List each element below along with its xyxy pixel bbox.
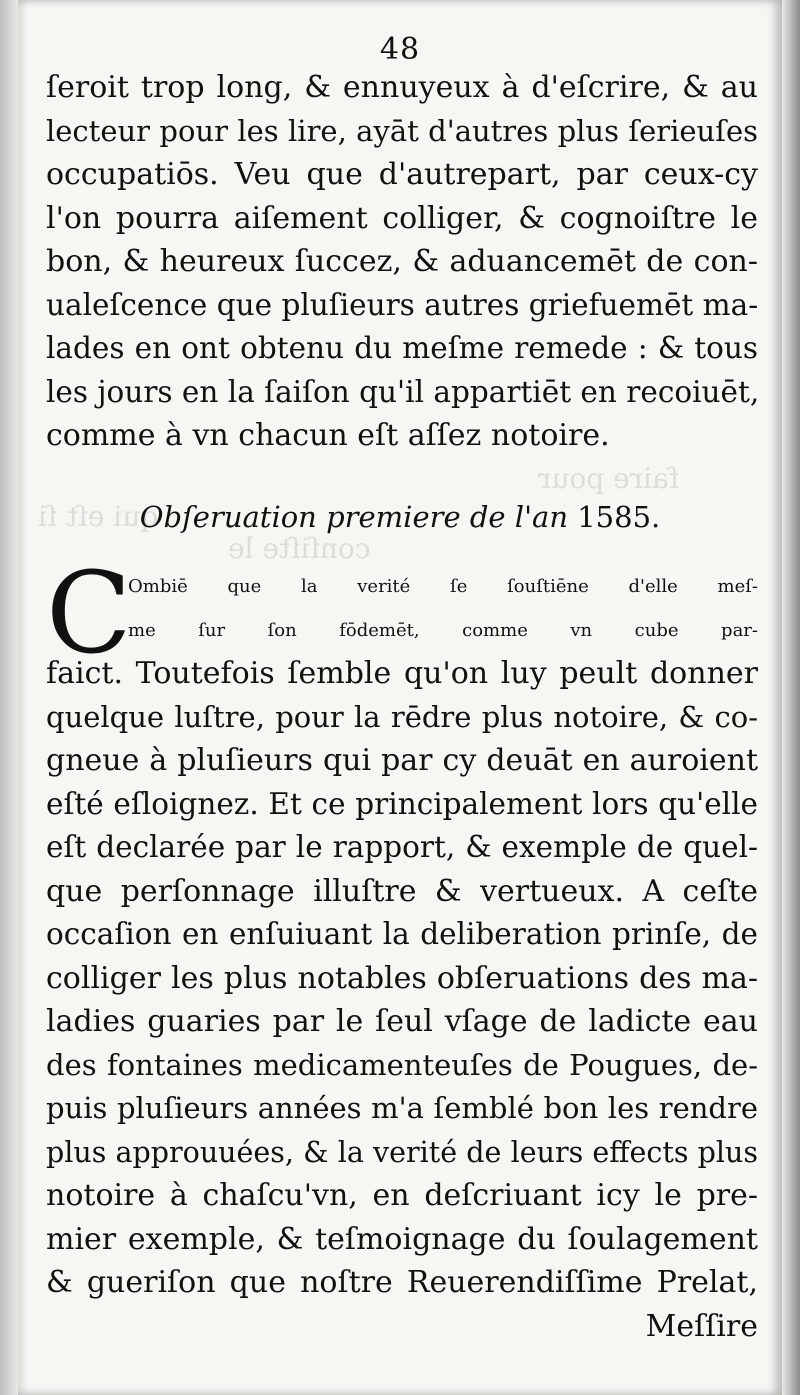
text-line: comme à vn chacun eſt aſſez notoire. [46,418,610,453]
text-line: les jours en la ſaiſon qu'il appartiēt en recoiuēt, [46,374,760,409]
text-line: mier exemple, & teſmoignage du ſoulagement [46,1221,758,1257]
text-line: eſté eſloignez. Et ce principalement lors qu'elle [46,786,758,821]
text-line: faict. Toutefois ſemble qu'on luy peult donner [46,656,758,691]
text-line: occaſion en enſuiuant la deliberation prinſe, de [46,917,758,951]
text-line: ualeſcence que pluſieurs autres griefuemēt ma- [46,287,759,322]
show-through-text: conſiſte le [228,532,371,565]
text-line: ſeroit trop long, & ennuyeux à d'eſcrire, & au [46,70,758,105]
text-line: occupatiōs. Veu que d'autrepart, par ceux-cy [46,157,758,192]
text-line: puis pluſieurs années m'a ſemblé bon les rendre [46,1091,758,1125]
text-line: gneue à pluſieurs qui par cy deuāt en auroient [46,743,758,778]
section-heading [18,500,782,534]
text-line: bon, & heureux ſuccez, & aduancemēt de con- [46,244,758,279]
catchword: Meſſire [645,1308,758,1344]
text-line: l'on pourra aiſement colliger, & cognoiſtre le [46,200,758,236]
page-number: 48 [379,32,421,67]
show-through-text: faire pour [538,462,680,495]
text-line: que perſonnage illuſtre & vertueux. A ceſte [46,873,758,909]
book-page [18,0,782,1395]
paragraph-intro [46,66,758,458]
page-gutter-left [0,0,18,1395]
text-line: plus approuuées, & la verité de leurs effects plus [46,1135,758,1169]
show-through-text: qui eſt ſi [38,500,159,533]
text-line: quelque luſtre, pour la rēdre plus notoire, & co- [46,699,758,734]
text-line: me ſur ſon fōdemēt, comme vn cube par- [128,619,758,641]
text-line: lades en ont obtenu du meſme remede : & tous [46,331,758,365]
heading-year: 1585. [577,500,661,534]
text-line: eſt declarée par le rapport, & exemple de quel- [46,830,758,864]
drop-cap: C [46,549,132,679]
page-edge-right [782,0,800,1395]
text-line: ladies guaries par le ſeul vſage de ladicte eau [46,1004,758,1039]
text-line: lecteur pour les lire, ayāt d'autres plus ſerieuſes [46,113,758,148]
text-line: Ombiē que la verité ſe ſouſtiēne d'elle meſ- [128,576,758,597]
paragraph-observation [46,549,758,1348]
text-line: notoire à chaſcu'vn, en deſcriuant icy le pre- [46,1178,758,1213]
heading-text: Obſeruation premiere de l'an [139,500,569,534]
text-line: colliger les plus notables obſeruations des ma- [46,960,758,996]
text-line: des fontaines medicamenteuſes de Pougues, de- [46,1047,758,1082]
text-line: & gueriſon que noſtre Reuerendiſſime Prelat, [46,1265,758,1300]
